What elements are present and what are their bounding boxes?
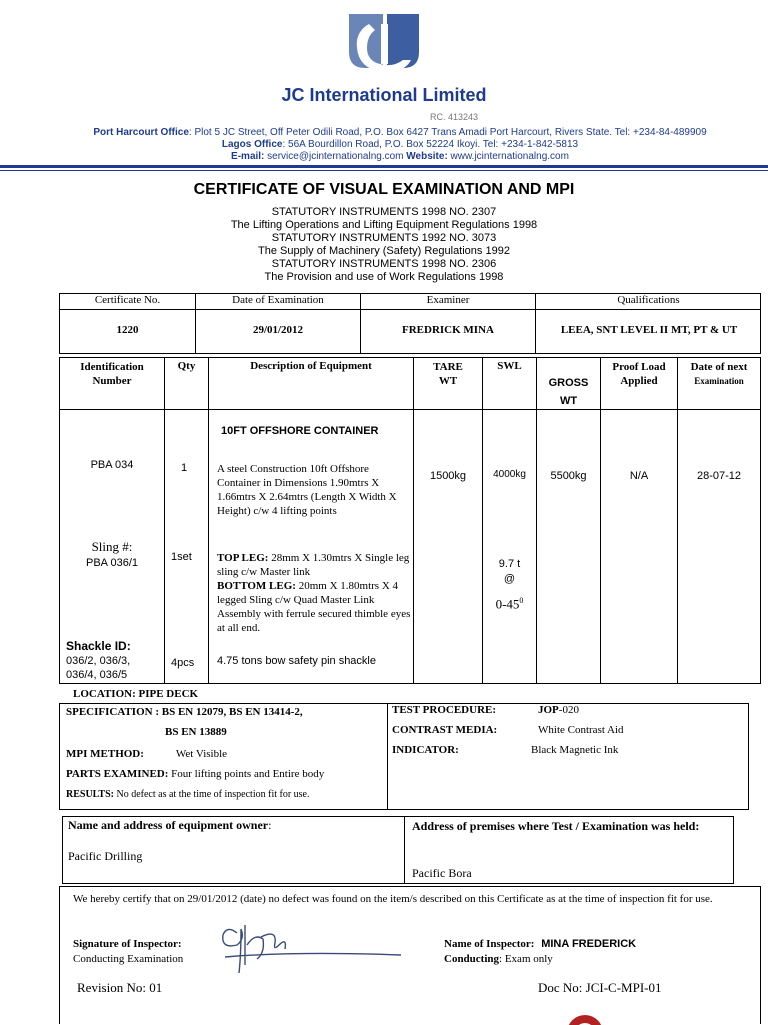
tare-value: 1500kg — [429, 470, 467, 482]
document-number: Doc No: JCI-C-MPI-01 — [538, 980, 662, 995]
website-text: www.jcinternationalng.com — [447, 151, 569, 162]
equipment-table — [59, 357, 761, 684]
regulation-line: The Provision and use of Work Regulations 1998 — [264, 271, 504, 283]
owner-label — [68, 818, 398, 833]
examiner-value: FREDRICK MINA — [402, 324, 494, 336]
proof-header-line2: Applied — [620, 375, 658, 387]
inspector-name-value: MINA FREDERICK — [541, 938, 637, 950]
regulations-block — [0, 206, 768, 284]
location-label: LOCATION: PIPE DECK — [73, 688, 199, 700]
gross-value: 5500kg — [550, 470, 587, 482]
premises-label: Address of premises where Test / Examination was held: — [412, 819, 700, 833]
id-header-line2: Number — [92, 375, 132, 387]
premises-value: Pacific Bora — [412, 866, 472, 880]
owner-value: Pacific Drilling — [68, 849, 143, 863]
conducting-line — [444, 952, 754, 967]
cert-no-header: Certificate No. — [94, 294, 161, 306]
specification-line2: BS EN 13889 — [165, 726, 227, 738]
inspector-name-block — [444, 937, 754, 967]
examiner-header: Examiner — [426, 294, 470, 306]
shackle-ids-line1: 036/2, 036/3, — [66, 655, 131, 667]
header-divider-thin — [0, 170, 768, 171]
tare-header-line2: WT — [438, 375, 458, 387]
website-label: Website: — [406, 151, 448, 162]
mpi-method-value: Wet Visible — [175, 748, 228, 760]
gross-header-line1: GROSS — [548, 377, 589, 389]
shackle-ids — [66, 654, 164, 682]
sling-angle — [483, 596, 536, 612]
port-harcourt-address — [0, 127, 768, 138]
certification-seal — [565, 1013, 605, 1025]
top-leg-label: TOP LEG: — [217, 552, 269, 564]
bottom-leg-text: 20mm X 1.80mtrs X 4 legged Sling c/w Quad Master Link Assembly with ferrule secured thimble eyes at all end. — [217, 580, 411, 634]
test-procedure — [392, 704, 742, 716]
proof-header-line1: Proof Load — [612, 361, 666, 373]
owner-label-text: Name and address of equipment owner — [68, 818, 269, 832]
indicator-value: Black Magnetic Ink — [531, 744, 619, 756]
indicator — [392, 744, 742, 756]
sling-swl — [483, 557, 536, 587]
sling-label: Sling #: — [91, 539, 133, 554]
sling-swl-line2: @ — [503, 573, 516, 585]
results — [66, 789, 386, 800]
tare-header — [414, 360, 482, 388]
swl-value: 4000kg — [493, 469, 526, 480]
next-header-line2: Examination — [694, 376, 744, 386]
owner-table — [62, 816, 734, 884]
regulation-line: STATUTORY INSTRUMENTS 1998 NO. 2307 — [271, 206, 497, 218]
sling-swl-line1: 9.7 t — [498, 558, 521, 570]
conducting-label: Conducting — [444, 953, 500, 965]
pba-qty: 1 — [180, 462, 188, 474]
contrast-media — [392, 724, 742, 736]
next-exam-header — [678, 360, 760, 388]
regulation-line: STATUTORY INSTRUMENTS 1998 NO. 2306 — [271, 258, 497, 270]
specification-label: SPECIFICATION : BS EN 12079, BS EN 13414-2, — [66, 706, 303, 718]
tare-header-line1: TARE — [433, 361, 463, 373]
proof-load-header — [601, 360, 677, 388]
certificate-info-table — [59, 293, 761, 354]
inspector-signature — [215, 915, 405, 977]
shackle-qty: 4pcs — [171, 657, 195, 669]
sling-qty: 1set — [171, 551, 192, 563]
specification-table — [59, 703, 749, 810]
lagos-address — [0, 139, 768, 150]
container-title: 10FT OFFSHORE CONTAINER — [221, 425, 379, 437]
test-procedure-label: TEST PROCEDURE: — [392, 704, 497, 716]
qualifications-header: Qualifications — [617, 294, 680, 306]
regulation-line: STATUTORY INSTRUMENTS 1992 NO. 3073 — [271, 232, 497, 244]
next-header-line1: Date of next — [690, 361, 748, 373]
regulation-line: The Lifting Operations and Lifting Equipment Regulations 1998 — [230, 219, 538, 231]
signature-sub: Conducting Examination — [73, 953, 184, 965]
parts-examined — [66, 768, 386, 780]
port-harcourt-text: : Plot 5 JC Street, Off Peter Odili Road, P.O. Box 6427 Trans Amadi Port Harcourt, Rivers State. Tel: +234-84-489909 — [188, 127, 707, 138]
signature-block — [73, 937, 233, 967]
header-divider — [0, 165, 768, 168]
email-text: service@jcinternationalng.com — [264, 151, 407, 162]
lagos-label: Lagos Office — [221, 139, 283, 150]
sling-angle-value: 0-45 — [495, 596, 520, 612]
sling-angle-degree: 0 — [519, 596, 524, 605]
shackle-ids-line2: 036/4, 036/5 — [66, 669, 128, 681]
parts-examined-value: Four lifting points and Entire body — [168, 768, 325, 780]
owner-label-colon: : — [268, 818, 272, 832]
mpi-method-label: MPI METHOD: — [66, 748, 144, 760]
contact-line — [0, 151, 768, 162]
results-label: RESULTS: — [66, 789, 114, 800]
pba-id: PBA 034 — [90, 459, 134, 471]
revision-number: Revision No: 01 — [77, 980, 163, 995]
signature-label: Signature of Inspector: — [73, 938, 182, 950]
company-logo — [345, 10, 423, 80]
inspector-name-label: Name of Inspector: — [444, 938, 535, 950]
container-description: A steel Construction 10ft Offshore Container in Dimensions 1.90mtrs X 1.66mtrs X 2.64mtrs (Length X Width X Height) c/w 4 lifting points — [217, 463, 397, 517]
description-header: Description of Equipment — [250, 360, 372, 372]
sling-id: PBA 036/1 — [86, 557, 138, 569]
bottom-leg-label: BOTTOM LEG: — [217, 580, 296, 592]
conducting-value: : Exam only — [499, 953, 553, 965]
results-value: No defect as at the time of inspection fit for use. — [114, 789, 310, 800]
mpi-method — [66, 748, 386, 760]
company-name: JC International Limited — [281, 85, 487, 105]
gross-header-line2: WT — [559, 395, 578, 407]
qty-header: Qty — [177, 360, 196, 372]
port-harcourt-label: Port Harcourt Office — [93, 127, 189, 138]
regulation-line: The Supply of Machinery (Safety) Regulations 1992 — [258, 245, 510, 257]
id-header-line1: Identification — [80, 361, 144, 373]
id-number-header — [60, 360, 164, 388]
lagos-text: : 56A Bourdillon Road, P.O. Box 52224 Ikoyi. Tel: +234-1-842-5813 — [282, 139, 579, 150]
gross-header — [537, 374, 600, 410]
exam-date-value: 29/01/2012 — [252, 324, 304, 336]
exam-date-header: Date of Examination — [232, 294, 324, 306]
certificate-title: CERTIFICATE OF VISUAL EXAMINATION AND MPI — [193, 181, 575, 198]
shackle-description: 4.75 tons bow safety pin shackle — [217, 655, 376, 667]
contrast-media-value: White Contrast Aid — [538, 724, 624, 736]
certification-box — [59, 886, 761, 1024]
swl-header: SWL — [497, 360, 522, 372]
contrast-media-label: CONTRAST MEDIA: — [392, 724, 498, 736]
shackle-label: Shackle ID: — [66, 639, 131, 653]
qualifications-value: LEEA, SNT LEVEL II MT, PT & UT — [560, 324, 738, 336]
company-rc: RC. 413243 — [430, 112, 479, 122]
certify-statement: We hereby certify that on 29/01/2012 (date) no defect was found on the item/s described on this Certificate as at the time of inspection fit for use. — [73, 893, 713, 905]
sling-description — [217, 551, 411, 635]
email-label: E-mail: — [231, 151, 265, 162]
test-procedure-value: -020 — [558, 704, 579, 716]
inspector-name-line — [444, 937, 754, 952]
test-procedure-code: JOP — [538, 704, 559, 716]
parts-examined-label: PARTS EXAMINED: — [66, 768, 169, 780]
indicator-label: INDICATOR: — [392, 744, 459, 756]
proof-value: N/A — [629, 470, 649, 482]
cert-no-value: 1220 — [116, 324, 139, 336]
top-leg-text: 28mm X 1.30mtrs X Single leg sling c/w Master link — [217, 552, 410, 578]
next-exam-value: 28-07-12 — [696, 470, 742, 482]
